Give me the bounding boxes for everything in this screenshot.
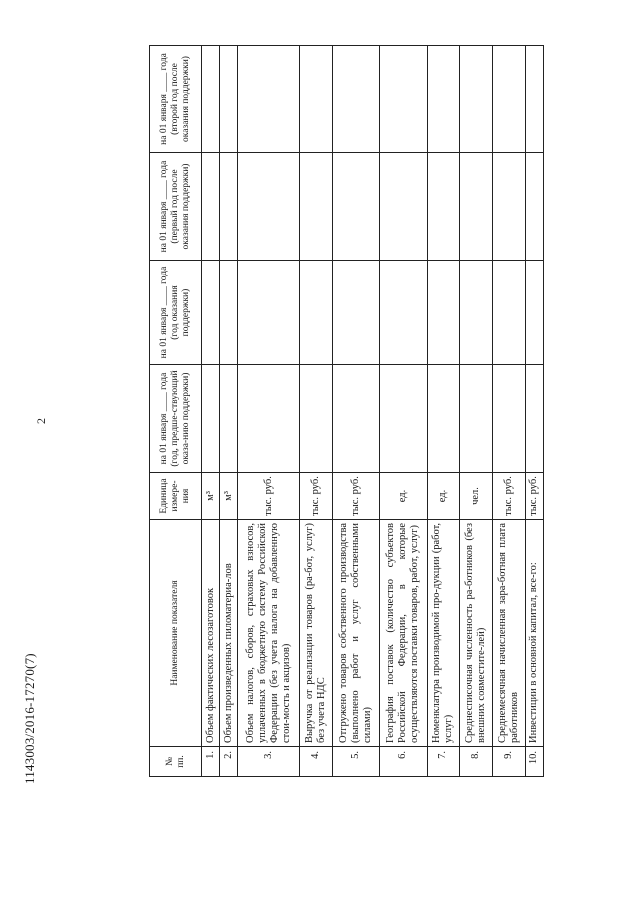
- row-value-cell-year-second-after: [220, 46, 238, 153]
- row-value-cell-year-support: [380, 261, 427, 365]
- row-indicator-cell: Среднесписочная численность ра-ботников (без внешних совместите-лей): [460, 520, 493, 747]
- row-unit-cell: тыс. руб.: [493, 473, 526, 520]
- row-value-cell-year-second-after: [460, 46, 493, 153]
- header-cell-unit: Единица измере-ния: [150, 473, 202, 520]
- row-value-cell-year-first-after: [525, 153, 543, 261]
- table-row: [300, 46, 333, 777]
- row-number-cell: 10.: [525, 747, 543, 777]
- row-value-cell-year-first-after: [220, 153, 238, 261]
- table-row: [380, 46, 427, 777]
- row-number-cell: 6.: [380, 747, 427, 777]
- table-header-row: [150, 46, 202, 777]
- row-value-cell-year-second-after: [202, 46, 220, 153]
- row-value-cell-year-support: [220, 261, 238, 365]
- page-number: 2: [34, 418, 48, 424]
- indicators-table-wrapper: [149, 46, 544, 777]
- row-value-cell-year-support: [493, 261, 526, 365]
- row-unit-cell: ед.: [380, 473, 427, 520]
- row-value-cell-year-second-after: [300, 46, 333, 153]
- row-value-cell-year-before: [332, 365, 379, 473]
- table-row: [427, 46, 460, 777]
- header-cell-year-second-after: на 01 января ____ года (второй год после оказания поддержки): [150, 46, 202, 153]
- row-unit-cell: тыс. руб.: [525, 473, 543, 520]
- row-unit-cell: чел.: [460, 473, 493, 520]
- table-row: [525, 46, 543, 777]
- row-value-cell-year-first-after: [300, 153, 333, 261]
- row-number-cell: 4.: [300, 747, 333, 777]
- row-value-cell-year-before: [202, 365, 220, 473]
- row-number-cell: 1.: [202, 747, 220, 777]
- row-indicator-cell: Объем произведенных пиломатериа-лов: [220, 520, 238, 747]
- row-value-cell-year-second-after: [493, 46, 526, 153]
- row-number-cell: 2.: [220, 747, 238, 777]
- row-value-cell-year-before: [460, 365, 493, 473]
- row-value-cell-year-second-after: [238, 46, 300, 153]
- table-row: [332, 46, 379, 777]
- header-cell-indicator: Наименование показателя: [150, 520, 202, 747]
- header-cell-year-first-after: на 01 января ____ года (первый год после оказания поддержки): [150, 153, 202, 261]
- header-cell-year-before: на 01 января ____ года (год, предше-ствующий оказа-нию поддержки): [150, 365, 202, 473]
- row-value-cell-year-first-after: [460, 153, 493, 261]
- row-value-cell-year-before: [493, 365, 526, 473]
- indicators-table: [149, 45, 544, 777]
- row-number-cell: 3.: [238, 747, 300, 777]
- table-row: [460, 46, 493, 777]
- row-value-cell-year-before: [380, 365, 427, 473]
- table-row: [493, 46, 526, 777]
- row-value-cell-year-support: [525, 261, 543, 365]
- row-value-cell-year-first-after: [238, 153, 300, 261]
- row-value-cell-year-support: [460, 261, 493, 365]
- row-unit-cell: м³: [202, 473, 220, 520]
- row-value-cell-year-before: [300, 365, 333, 473]
- row-value-cell-year-support: [427, 261, 460, 365]
- row-value-cell-year-first-after: [493, 153, 526, 261]
- row-number-cell: 7.: [427, 747, 460, 777]
- row-value-cell-year-second-after: [427, 46, 460, 153]
- row-value-cell-year-before: [220, 365, 238, 473]
- row-value-cell-year-second-after: [332, 46, 379, 153]
- row-unit-cell: ед.: [427, 473, 460, 520]
- row-unit-cell: тыс. руб.: [332, 473, 379, 520]
- row-value-cell-year-support: [300, 261, 333, 365]
- header-cell-number: № пп.: [150, 747, 202, 777]
- row-indicator-cell: Отгружено товаров собственного производства (выполнено работ и услуг собственными силами): [332, 520, 379, 747]
- row-indicator-cell: Среднемесячная начисленная зара-ботная плата работников: [493, 520, 526, 747]
- table-row: [202, 46, 220, 777]
- row-indicator-cell: Объем фактических лесозаготовок: [202, 520, 220, 747]
- row-number-cell: 5.: [332, 747, 379, 777]
- row-indicator-cell: Выручка от реализации товаров (ра-бот, услуг) без учета НДС: [300, 520, 333, 747]
- row-value-cell-year-before: [427, 365, 460, 473]
- row-unit-cell: м³: [220, 473, 238, 520]
- table-row: [238, 46, 300, 777]
- row-value-cell-year-first-after: [427, 153, 460, 261]
- document-code: 1143003/2016-17270(7): [22, 653, 37, 784]
- row-value-cell-year-second-after: [380, 46, 427, 153]
- row-value-cell-year-second-after: [525, 46, 543, 153]
- row-value-cell-year-first-after: [332, 153, 379, 261]
- row-unit-cell: тыс. руб.: [238, 473, 300, 520]
- row-value-cell-year-before: [238, 365, 300, 473]
- row-value-cell-year-first-after: [380, 153, 427, 261]
- row-value-cell-year-first-after: [202, 153, 220, 261]
- row-value-cell-year-support: [238, 261, 300, 365]
- row-value-cell-year-before: [525, 365, 543, 473]
- row-unit-cell: тыс. руб.: [300, 473, 333, 520]
- row-indicator-cell: География поставок (количество субъектов Российской Федерации, в которые осуществляются поставки товаров, работ, услуг): [380, 520, 427, 747]
- row-value-cell-year-support: [332, 261, 379, 365]
- row-indicator-cell: Инвестиции в основной капитал, все-го:: [525, 520, 543, 747]
- row-number-cell: 9.: [493, 747, 526, 777]
- row-value-cell-year-support: [202, 261, 220, 365]
- table-row: [220, 46, 238, 777]
- row-indicator-cell: Объем налогов, сборов, страховых взносов, уплаченных в бюджетную систему Российской Федерации (без учета налога на добавленную стои-мость и акцизов): [238, 520, 300, 747]
- header-cell-year-support: на 01 января ____ года (год оказания поддержки): [150, 261, 202, 365]
- row-indicator-cell: Номенклатура производимой про-дукции (работ, услуг): [427, 520, 460, 747]
- row-number-cell: 8.: [460, 747, 493, 777]
